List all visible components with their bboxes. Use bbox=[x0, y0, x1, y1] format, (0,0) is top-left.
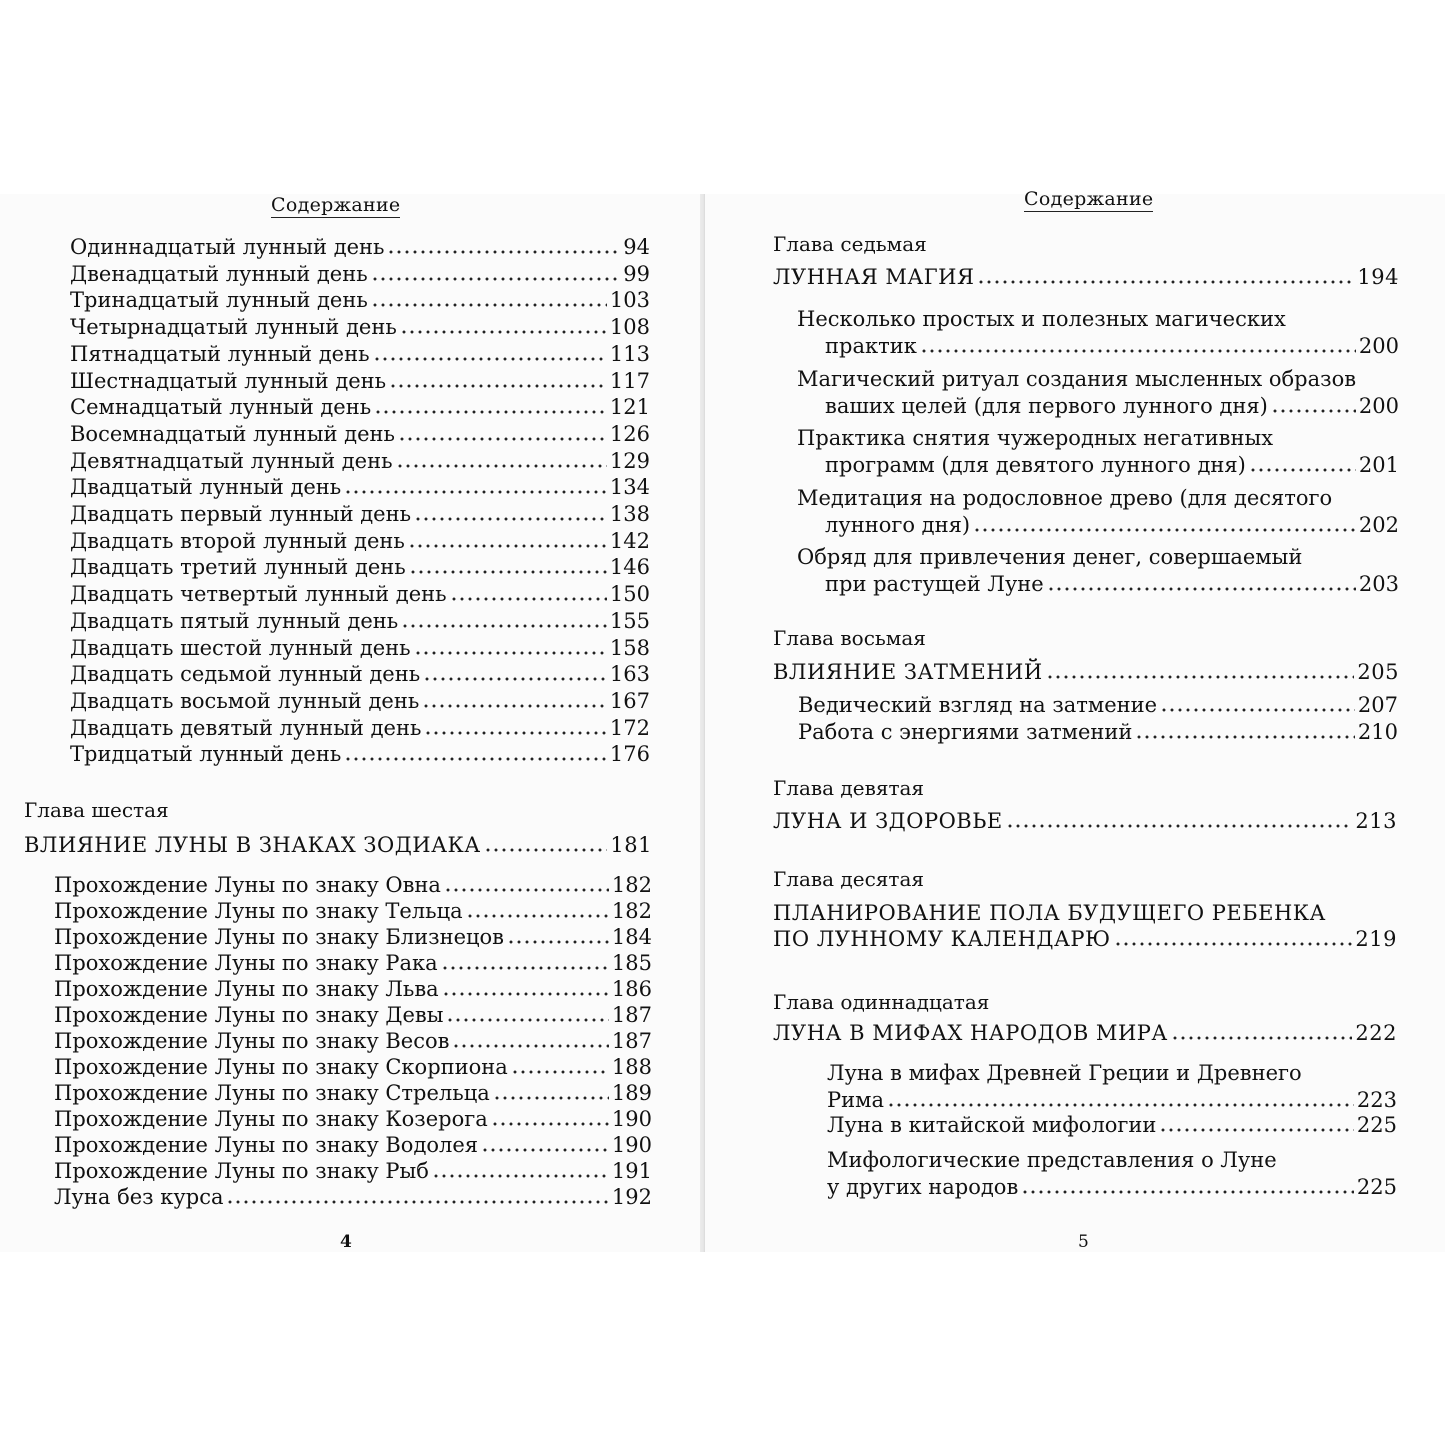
leader-dots bbox=[466, 910, 609, 918]
leader-dots bbox=[344, 753, 607, 761]
leader-dots bbox=[484, 844, 608, 852]
toc-entry[interactable] bbox=[54, 898, 652, 925]
page-number: 186 bbox=[611, 977, 652, 1001]
toc-entry[interactable] bbox=[70, 741, 650, 768]
leader-dots bbox=[887, 1099, 1354, 1107]
page-number: 176 bbox=[609, 742, 650, 767]
leader-dots bbox=[414, 513, 607, 521]
entry-title: Двадцать второй лунный день bbox=[70, 528, 405, 553]
toc-entry[interactable] bbox=[70, 528, 650, 555]
entry-title: Прохождение Луны по знаку Рыб bbox=[54, 1159, 429, 1183]
toc-entry[interactable] bbox=[54, 1054, 652, 1081]
entry-title: Шестнадцатый лунный день bbox=[70, 368, 387, 393]
leader-dots bbox=[441, 962, 609, 970]
toc-entry[interactable] bbox=[70, 661, 650, 688]
leader-dots bbox=[1114, 938, 1353, 946]
page-number: 191 bbox=[611, 1159, 652, 1183]
entry-title: Двадцать шестой лунный день bbox=[70, 635, 411, 660]
toc-entry[interactable] bbox=[54, 1002, 652, 1029]
chapter-label: Глава шестая bbox=[24, 798, 169, 822]
page-number: 108 bbox=[609, 315, 650, 340]
toc-entry[interactable] bbox=[70, 688, 650, 715]
chapter-label: Глава девятая bbox=[773, 776, 925, 800]
entry-title-line: Магический ритуал создания мысленных образов bbox=[797, 366, 1357, 391]
page-number: 126 bbox=[609, 421, 650, 446]
leader-dots bbox=[442, 988, 609, 996]
leader-dots bbox=[371, 299, 607, 307]
leader-dots bbox=[389, 380, 607, 388]
toc-entry[interactable] bbox=[70, 554, 650, 581]
entry-title: Прохождение Луны по знаку Льва bbox=[54, 977, 439, 1001]
toc-entry[interactable] bbox=[70, 368, 650, 395]
chapter-label: Глава одиннадцатая bbox=[773, 990, 990, 1014]
entry-title: лунного дня) bbox=[825, 512, 971, 537]
page-number: 210 bbox=[1357, 720, 1398, 744]
page-number: 189 bbox=[611, 1081, 652, 1105]
entry-title: Двадцать седьмой лунный день bbox=[70, 662, 421, 687]
page-number: 202 bbox=[1358, 512, 1399, 537]
toc-entry[interactable] bbox=[70, 474, 650, 501]
toc-chapter-entry[interactable] bbox=[773, 926, 1397, 953]
chapter-label: Глава восьмая bbox=[773, 626, 926, 650]
page-number: 192 bbox=[611, 1185, 652, 1209]
page-number: 172 bbox=[609, 715, 650, 740]
leader-dots bbox=[374, 406, 607, 414]
toc-entry[interactable] bbox=[54, 1028, 652, 1055]
entry-title: Прохождение Луны по знаку Девы bbox=[54, 1003, 444, 1027]
toc-chapter-entry[interactable] bbox=[24, 832, 652, 859]
leader-dots bbox=[1271, 405, 1356, 413]
leader-dots bbox=[400, 326, 607, 334]
page-number: 190 bbox=[611, 1133, 652, 1157]
entry-title: Одиннадцатый лунный день bbox=[70, 235, 385, 259]
toc-entry[interactable] bbox=[827, 1087, 1397, 1114]
toc-entry[interactable] bbox=[54, 976, 652, 1003]
page-number: 158 bbox=[609, 635, 650, 660]
entry-title: Двадцать пятый лунный день bbox=[70, 608, 399, 633]
entry-title: Прохождение Луны по знаку Козерога bbox=[54, 1107, 488, 1131]
entry-title: Прохождение Луны по знаку Водолея bbox=[54, 1133, 479, 1157]
toc-entry[interactable] bbox=[54, 1184, 652, 1211]
leader-dots bbox=[1171, 1032, 1353, 1040]
toc-entry[interactable] bbox=[70, 341, 650, 368]
toc-chapter-entry[interactable] bbox=[773, 264, 1399, 291]
leader-dots bbox=[1249, 464, 1356, 472]
toc-entry[interactable] bbox=[70, 394, 650, 421]
toc-entry[interactable] bbox=[825, 571, 1399, 598]
leader-dots bbox=[977, 276, 1354, 284]
toc-entry[interactable] bbox=[827, 1112, 1397, 1139]
leader-dots bbox=[511, 1066, 609, 1074]
page-number: 200 bbox=[1358, 334, 1399, 358]
leader-dots bbox=[226, 1196, 608, 1204]
toc-entry[interactable] bbox=[54, 950, 652, 977]
entry-title: Двадцатый лунный день bbox=[70, 475, 342, 500]
toc-entry[interactable] bbox=[798, 692, 1398, 719]
entry-title: Прохождение Луны по знаку Весов bbox=[54, 1029, 450, 1053]
toc-entry[interactable] bbox=[54, 1106, 652, 1133]
leader-dots bbox=[432, 1170, 609, 1178]
chapter-title: ЛУНА И ЗДОРОВЬЕ bbox=[773, 809, 1003, 833]
entry-title-line: Луна в мифах Древней Греции и Древнего bbox=[827, 1061, 1302, 1085]
entry-title: Прохождение Луны по знаку Овна bbox=[54, 873, 441, 897]
chapter-title: ПО ЛУННОМУ КАЛЕНДАРЮ bbox=[773, 927, 1111, 951]
entry-title: Прохождение Луны по знаку Близнецов bbox=[54, 925, 504, 949]
leader-dots bbox=[422, 700, 607, 708]
leader-dots bbox=[423, 673, 607, 681]
page-number: 146 bbox=[609, 555, 650, 580]
page-number: 94 bbox=[623, 235, 650, 259]
page-number: 138 bbox=[609, 502, 650, 526]
entry-title: программ (для девятого лунного дня) bbox=[825, 453, 1246, 477]
entry-title: Прохождение Луны по знаку Скорпиона bbox=[54, 1055, 508, 1079]
page-number: 187 bbox=[611, 1029, 652, 1053]
page-number: 184 bbox=[611, 925, 652, 949]
entry-title: Семнадцатый лунный день bbox=[70, 395, 372, 420]
page-number: 207 bbox=[1357, 693, 1398, 717]
entry-title: практик bbox=[825, 334, 917, 358]
chapter-title-line: ПЛАНИРОВАНИЕ ПОЛА БУДУЩЕГО РЕБЕНКА bbox=[773, 901, 1326, 925]
entry-title: Восемнадцатый лунный день bbox=[70, 421, 395, 446]
toc-entry[interactable] bbox=[70, 448, 650, 475]
leader-dots bbox=[1021, 1186, 1354, 1194]
toc-entry[interactable] bbox=[70, 421, 650, 448]
chapter-title: ВЛИЯНИЕ ЗАТМЕНИЙ bbox=[773, 660, 1043, 684]
entry-title: Луна в китайской мифологии bbox=[827, 1113, 1157, 1137]
page-number: 213 bbox=[1355, 809, 1397, 833]
left-page bbox=[0, 194, 700, 1252]
entry-title: Двадцать четвертый лунный день bbox=[70, 582, 447, 607]
page-folio: 4 bbox=[340, 1232, 352, 1252]
leader-dots bbox=[507, 936, 609, 944]
entry-title: Прохождение Луны по знаку Рака bbox=[54, 951, 438, 975]
page-number: 222 bbox=[1355, 1021, 1397, 1045]
entry-title: Ведический взгляд на затмение bbox=[798, 693, 1158, 717]
page-number: 203 bbox=[1358, 572, 1399, 596]
entry-title-line: Медитация на родословное древо (для десятого bbox=[797, 485, 1333, 510]
leader-dots bbox=[493, 1092, 609, 1100]
toc-entry[interactable] bbox=[54, 1158, 652, 1185]
entry-title: Двадцать третий лунный день bbox=[70, 555, 406, 580]
entry-title: Двадцать первый лунный день bbox=[70, 502, 412, 526]
entry-title-line: Практика снятия чужеродных негативных bbox=[797, 426, 1274, 450]
toc-entry[interactable] bbox=[70, 234, 650, 261]
entry-title: Двадцать восьмой лунный день bbox=[70, 688, 420, 713]
toc-entry[interactable] bbox=[70, 581, 650, 608]
page-number: 225 bbox=[1356, 1175, 1397, 1199]
leader-dots bbox=[973, 524, 1356, 532]
leader-dots bbox=[1159, 1124, 1353, 1132]
page-number: 117 bbox=[609, 368, 650, 393]
page-folio: 5 bbox=[1078, 1232, 1089, 1252]
right-page bbox=[705, 188, 1445, 1252]
toc-entry[interactable] bbox=[825, 333, 1399, 360]
toc-entry[interactable] bbox=[70, 501, 650, 528]
toc-entry[interactable] bbox=[825, 452, 1399, 479]
leader-dots bbox=[1046, 671, 1355, 679]
page-number: 201 bbox=[1358, 453, 1399, 477]
entry-title-line: Обряд для привлечения денег, совершаемый bbox=[797, 545, 1303, 569]
leader-dots bbox=[452, 1040, 608, 1048]
entry-title: Пятнадцатый лунный день bbox=[70, 341, 370, 366]
running-header: Содержание bbox=[271, 194, 401, 216]
chapter-title: ЛУННАЯ МАГИЯ bbox=[773, 265, 975, 289]
leader-dots bbox=[398, 433, 607, 441]
entry-title: Работа с энергиями затмений bbox=[798, 720, 1133, 744]
leader-dots bbox=[424, 727, 607, 735]
page-number: 99 bbox=[623, 261, 650, 286]
running-header: Содержание bbox=[1024, 188, 1154, 210]
page-number: 225 bbox=[1356, 1113, 1397, 1137]
entry-title: Прохождение Луны по знаку Тельца bbox=[54, 899, 463, 923]
chapter-label: Глава десятая bbox=[773, 867, 924, 891]
entry-title: Девятнадцатый лунный день bbox=[70, 448, 393, 473]
entry-title: Тринадцатый лунный день bbox=[70, 288, 368, 313]
leader-dots bbox=[1047, 583, 1356, 591]
leader-dots bbox=[920, 345, 1356, 353]
leader-dots bbox=[444, 884, 609, 892]
toc-entry[interactable] bbox=[825, 512, 1399, 539]
page-number: 181 bbox=[610, 833, 652, 857]
toc-entry[interactable] bbox=[825, 393, 1399, 420]
leader-dots bbox=[396, 460, 607, 468]
leader-dots bbox=[371, 273, 621, 281]
leader-dots bbox=[409, 566, 607, 574]
page-number: 155 bbox=[609, 608, 650, 633]
leader-dots bbox=[1006, 820, 1353, 828]
leader-dots bbox=[408, 540, 607, 548]
toc-entry[interactable] bbox=[54, 1080, 652, 1107]
toc-entry[interactable] bbox=[798, 719, 1398, 746]
leader-dots bbox=[344, 486, 607, 494]
page-number: 182 bbox=[611, 899, 652, 923]
entry-title: Двадцать девятый лунный день bbox=[70, 715, 422, 740]
page-number: 205 bbox=[1357, 660, 1399, 684]
leader-dots bbox=[450, 593, 607, 601]
page-number: 188 bbox=[611, 1055, 652, 1079]
page-number: 121 bbox=[609, 395, 650, 420]
page-number: 194 bbox=[1357, 265, 1399, 289]
toc-chapter-entry[interactable] bbox=[773, 808, 1397, 835]
toc-entry[interactable] bbox=[70, 715, 650, 742]
toc-entry[interactable] bbox=[54, 872, 652, 899]
leader-dots bbox=[481, 1144, 609, 1152]
toc-chapter-entry[interactable] bbox=[773, 1020, 1397, 1047]
chapter-title: ВЛИЯНИЕ ЛУНЫ В ЗНАКАХ ЗОДИАКА bbox=[24, 833, 481, 857]
toc-entry[interactable] bbox=[70, 314, 650, 341]
toc-entry[interactable] bbox=[70, 261, 650, 288]
leader-dots bbox=[1135, 731, 1354, 739]
leader-dots bbox=[491, 1118, 609, 1126]
entry-title: у других народов bbox=[827, 1175, 1019, 1199]
entry-title: ваших целей (для первого лунного дня) bbox=[825, 393, 1268, 418]
toc-entry[interactable] bbox=[70, 608, 650, 635]
page-number: 113 bbox=[609, 341, 650, 366]
leader-dots bbox=[414, 647, 607, 655]
entry-title: Тридцатый лунный день bbox=[70, 742, 342, 767]
toc-entry[interactable] bbox=[70, 635, 650, 662]
page-number: 142 bbox=[609, 528, 650, 553]
entry-title: Двенадцатый лунный день bbox=[70, 261, 368, 286]
chapter-title: ЛУНА В МИФАХ НАРОДОВ МИРА bbox=[773, 1021, 1168, 1045]
entry-title-line: Мифологические представления о Луне bbox=[827, 1148, 1277, 1172]
chapter-label: Глава седьмая bbox=[773, 232, 927, 256]
page-number: 190 bbox=[611, 1107, 652, 1131]
toc-entry[interactable] bbox=[827, 1174, 1397, 1201]
page-number: 182 bbox=[611, 873, 652, 897]
leader-dots bbox=[401, 620, 607, 628]
entry-title: Прохождение Луны по знаку Стрельца bbox=[54, 1081, 490, 1105]
page-number: 103 bbox=[609, 288, 650, 313]
leader-dots bbox=[373, 353, 607, 361]
page-number: 223 bbox=[1356, 1088, 1397, 1112]
toc-entry[interactable] bbox=[70, 287, 650, 314]
page-number: 163 bbox=[609, 662, 650, 687]
page-number: 187 bbox=[611, 1003, 652, 1027]
leader-dots bbox=[446, 1014, 609, 1022]
page-number: 185 bbox=[611, 951, 652, 975]
page-number: 200 bbox=[1358, 393, 1399, 418]
leader-dots bbox=[387, 246, 620, 254]
page-number: 219 bbox=[1355, 927, 1397, 951]
toc-entry[interactable] bbox=[54, 924, 652, 951]
toc-chapter-entry[interactable] bbox=[773, 659, 1399, 686]
page-number: 129 bbox=[609, 448, 650, 473]
leader-dots bbox=[1160, 704, 1355, 712]
entry-title: Рима bbox=[827, 1088, 884, 1112]
page-number: 150 bbox=[609, 582, 650, 607]
page-number: 167 bbox=[609, 688, 650, 713]
entry-title: Луна без курса bbox=[54, 1185, 224, 1209]
entry-title-line: Несколько простых и полезных магических bbox=[797, 307, 1286, 331]
toc-entry[interactable] bbox=[54, 1132, 652, 1159]
entry-title: Четырнадцатый лунный день bbox=[70, 315, 397, 340]
page-number: 134 bbox=[609, 475, 650, 500]
entry-title: при растущей Луне bbox=[825, 572, 1044, 596]
